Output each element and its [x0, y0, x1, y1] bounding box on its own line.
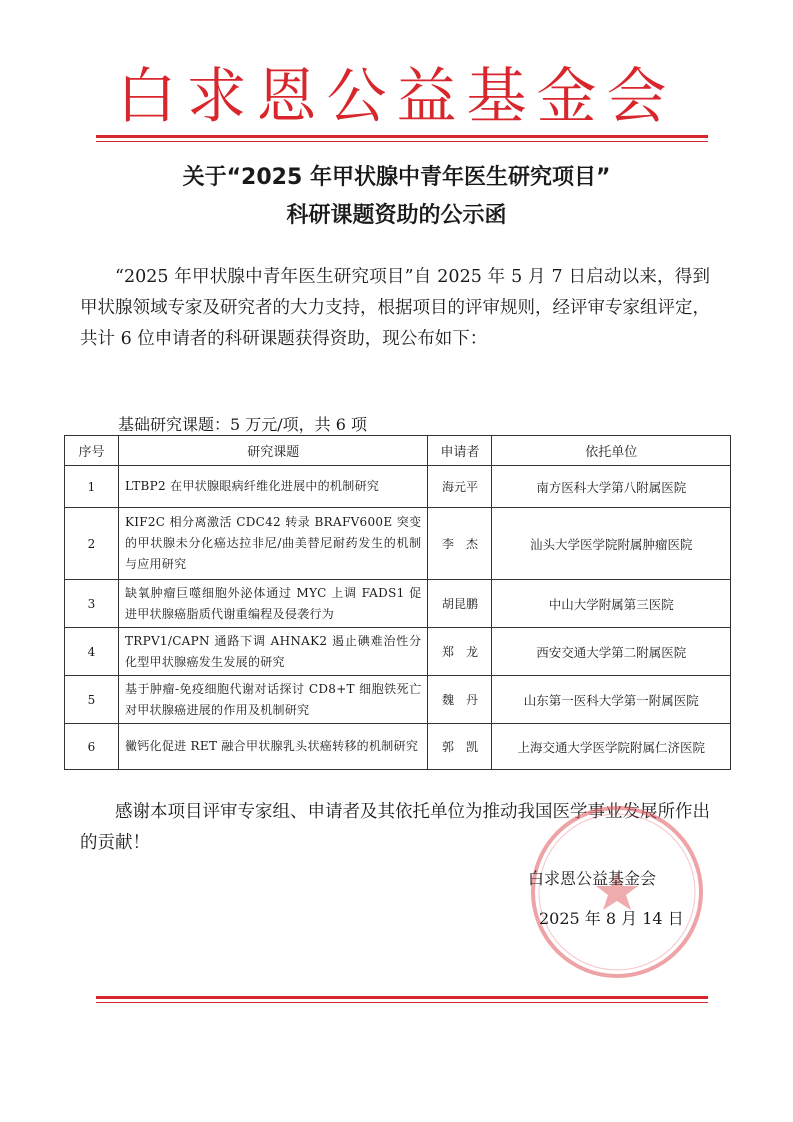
row-applicant: 胡昆鹏	[428, 580, 492, 628]
row-institution: 山东第一医科大学第一附属医院	[492, 676, 731, 724]
header-topic: 研究课题	[118, 436, 428, 466]
row-no: 2	[65, 508, 119, 580]
row-no: 1	[65, 466, 119, 508]
header-divider-thin	[96, 141, 708, 142]
table-row	[65, 724, 731, 770]
row-no: 4	[65, 628, 119, 676]
header-no: 序号	[65, 436, 119, 466]
organization-letterhead: 白求恩公益基金会	[116, 62, 677, 132]
document-title-line-1: 关于“2025 年甲状腺中青年医生研究项目”	[182, 165, 611, 190]
row-topic: 缺氧肿瘤巨噬细胞外泌体通过 MYC 上调 FADS1 促进甲状腺癌脂质代谢重编程及侵袭行为	[118, 580, 428, 628]
row-applicant: 郑 龙	[428, 628, 492, 676]
row-no: 5	[65, 676, 119, 724]
grants-table	[64, 435, 731, 770]
row-no: 3	[65, 580, 119, 628]
table-row	[65, 676, 731, 724]
header-applicant: 申请者	[428, 436, 492, 466]
header-institution: 依托单位	[492, 436, 731, 466]
row-applicant: 郭 凯	[428, 724, 492, 770]
row-applicant: 海元平	[428, 466, 492, 508]
row-no: 6	[65, 724, 119, 770]
row-institution: 南方医科大学第八附属医院	[492, 466, 731, 508]
table-row	[65, 466, 731, 508]
row-institution: 上海交通大学医学院附属仁济医院	[492, 724, 731, 770]
table-header-row	[65, 436, 731, 466]
signature-date: 2025 年 8 月 14 日	[539, 909, 684, 928]
official-seal-stamp	[527, 802, 707, 982]
row-institution: 西安交通大学第二附属医院	[492, 628, 731, 676]
row-topic: 黴钙化促进 RET 融合甲状腺乳头状癌转移的机制研究	[118, 724, 428, 770]
footer-divider-thin	[96, 1002, 708, 1003]
row-topic: LTBP2 在甲状腺眼病纤维化进展中的机制研究	[118, 466, 428, 508]
table-row	[65, 628, 731, 676]
footer-divider-thick	[96, 996, 708, 999]
row-institution: 中山大学附属第三医院	[492, 580, 731, 628]
table-caption: 基础研究课题：5 万元/项，共 6 项	[118, 415, 368, 434]
header-divider-thick	[96, 135, 708, 138]
row-topic: KIF2C 相分离激活 CDC42 转录 BRAFV600E 突变的甲状腺未分化癌达拉非尼/曲美替尼耐药发生的机制与应用研究	[118, 508, 428, 580]
signature-organization: 白求恩公益基金会	[528, 869, 657, 888]
row-institution: 汕头大学医学院附属肿瘤医院	[492, 508, 731, 580]
closing-paragraph: 感谢本项目评审专家组、申请者及其依托单位为推动我国医学事业发展所作出的贡献！	[80, 802, 710, 853]
document-title-line-2: 科研课题资助的公示函	[286, 203, 507, 228]
intro-paragraph: “2025 年甲状腺中青年医生研究项目”自 2025 年 5 月 7 日启动以来，得到甲状腺领域专家及研究者的大力支持，根据项目的评审规则，经评审专家组评定，共计 6 位申请者的科研课题获得资助，现公布如下：	[80, 267, 710, 349]
row-topic: TRPV1/CAPN 通路下调 AHNAK2 遏止碘难治性分化型甲状腺癌发生发展的研究	[118, 628, 428, 676]
row-applicant: 魏 丹	[428, 676, 492, 724]
table-row	[65, 580, 731, 628]
row-topic: 基于肿瘤-免疫细胞代谢对话探讨 CD8+T 细胞铁死亡对甲状腺癌进展的作用及机制研究	[118, 676, 428, 724]
table-row	[65, 508, 731, 580]
row-applicant: 李 杰	[428, 508, 492, 580]
